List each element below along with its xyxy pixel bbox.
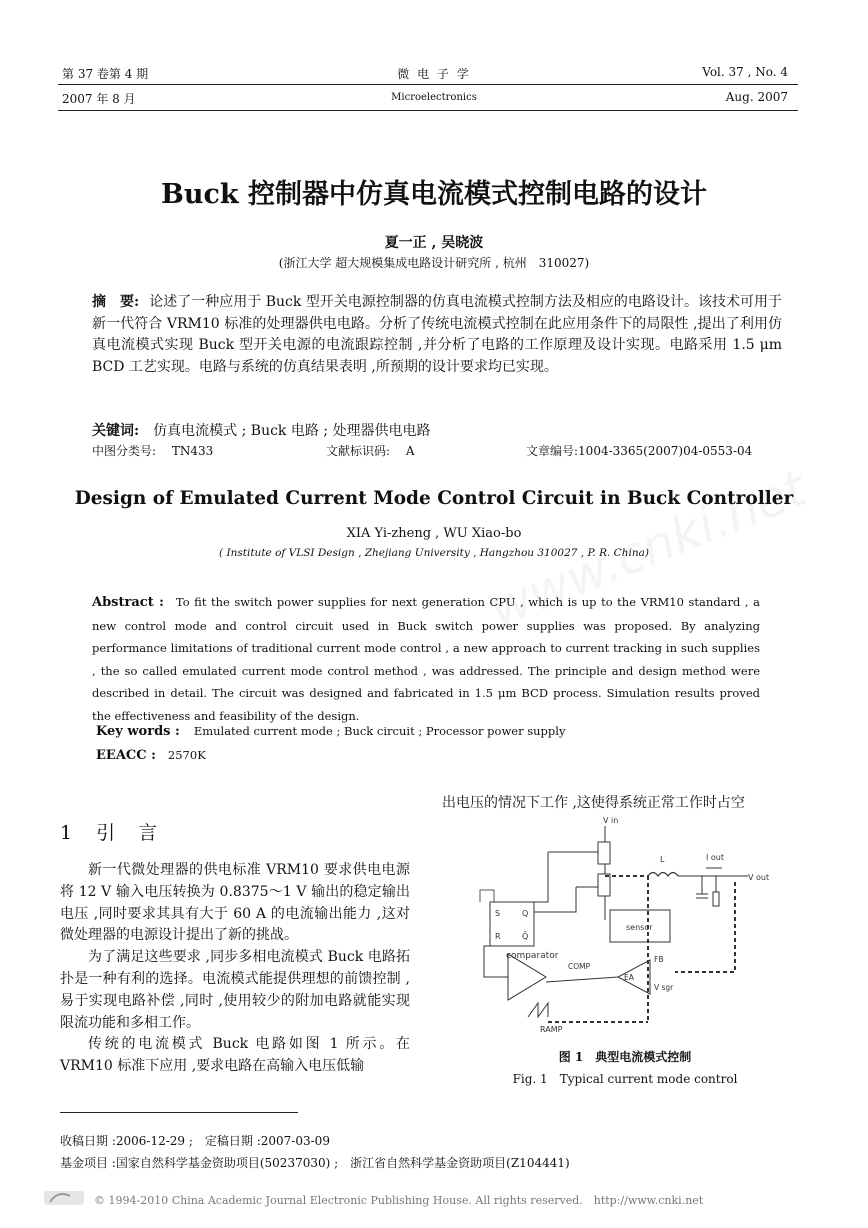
journal-name-en: Microelectronics bbox=[391, 92, 477, 103]
footnote-funding: 基金项目 :国家自然科学基金资助项目(50237030) ; 浙江省自然科学基金资助项目(Z104441) bbox=[60, 1156, 570, 1170]
keywords-cn bbox=[92, 420, 431, 440]
label-fb: FB bbox=[654, 955, 664, 964]
paragraph: 传统的电流模式 Buck 电路如图 1 所示。在 VRM10 标准下应用 ,要求电路在高输入电压低输 bbox=[60, 1036, 410, 1075]
wire bbox=[490, 852, 548, 902]
keywords-cn-text: 仿真电流模式 ; Buck 电路 ; 处理器供电电路 bbox=[153, 423, 431, 439]
eeacc-label: EEACC : bbox=[96, 748, 156, 763]
abstract-en-text: To fit the switch power supplies for next generation CPU , which is up to the VRM10 standard , a new control mode and control circuit used in Buck switch power supplies was proposed. By analyzing performance limitations of traditional current mode control , a new approach to current tracking in such supplies , the so called emulated current mode control method , was addressed. The principle and design method were described in detail. The circuit was designed and fabricated in 1.5 μm BCD process. Simulation results proved the effectiveness and feasibility of the design. bbox=[92, 595, 760, 723]
label-qbar: Q̄ bbox=[522, 932, 529, 941]
wire bbox=[484, 946, 508, 977]
label-comp: COMP bbox=[568, 962, 591, 971]
header-divider-top bbox=[58, 84, 798, 85]
date-cn: 2007 年 8 月 bbox=[62, 92, 136, 106]
label-q: Q bbox=[522, 909, 529, 918]
affiliation-cn: (浙江大学 超大规模集成电路设计研究所 , 杭州 310027) bbox=[278, 256, 590, 270]
circuit-diagram bbox=[470, 812, 780, 1040]
load-resistor bbox=[713, 892, 719, 906]
label-r: R bbox=[495, 932, 501, 941]
footnote-divider bbox=[60, 1112, 298, 1113]
abstract-cn-text: 论述了一种应用于 Buck 型开关电源控制器的仿真电流模式控制方法及相应的电路设计。该技术可用于新一代符合 VRM10 标准的处理器供电电路。分析了传统电流模式控制在此应用条件下的局限性 ,提出了利用仿真电流模式实现 Buck 型开关电源的电流跟踪控制 ,并分析了电路的工作原理及设计实现。电路采用 1.5 μm BCD 工艺实现。电路与系统的仿真结果表明 ,所预期的设计要求均已实现。 bbox=[92, 294, 782, 375]
authors-en: XIA Yi-zheng , WU Xiao-bo bbox=[346, 526, 522, 541]
error-amplifier bbox=[618, 960, 650, 994]
paper-title-cn: Buck 控制器中仿真电流模式控制电路的设计 bbox=[161, 179, 707, 210]
section-heading bbox=[60, 818, 159, 845]
label-l: L bbox=[660, 855, 665, 864]
abstract-en bbox=[92, 591, 760, 728]
body-text-left-column bbox=[60, 860, 410, 1078]
high-side-mosfet bbox=[598, 842, 610, 864]
inductor bbox=[648, 873, 678, 877]
article-number: 文章编号:1004-3365(2007)04-0553-04 bbox=[526, 444, 753, 458]
header-divider-bottom bbox=[58, 110, 798, 111]
eeacc-code: 2570K bbox=[167, 748, 206, 762]
wire bbox=[546, 977, 618, 982]
figure-1-circuit bbox=[470, 812, 780, 1040]
volume-en: Vol. 37 , No. 4 bbox=[702, 65, 788, 79]
authors-cn: 夏一正 , 吴晓波 bbox=[384, 235, 484, 251]
keywords-en-text: Emulated current mode ; Buck circuit ; Processor power supply bbox=[193, 724, 566, 738]
label-ramp: RAMP bbox=[540, 1025, 563, 1034]
clock-pulse bbox=[480, 890, 494, 902]
date-en: Aug. 2007 bbox=[725, 90, 788, 104]
low-side-mosfet bbox=[598, 874, 610, 896]
feedback-path-dashed bbox=[675, 882, 735, 972]
footnote-dates: 收稿日期 :2006-12-29 ; 定稿日期 :2007-03-09 bbox=[60, 1134, 330, 1148]
figure-caption-cn: 图 1 典型电流模式控制 bbox=[558, 1050, 692, 1064]
clc-number: 中图分类号: TN433 bbox=[92, 444, 214, 458]
label-vin: V in bbox=[603, 816, 619, 825]
journal-name-cn: 微 电 子 学 bbox=[397, 67, 471, 81]
eeacc bbox=[96, 748, 206, 763]
ramp-waveform bbox=[528, 1003, 548, 1017]
label-sensor: sensor bbox=[626, 923, 653, 932]
affiliation-en: ( Institute of VLSI Design , Zhejiang University , Hangzhou 310027 , P. R. China) bbox=[219, 547, 649, 559]
label-vout: V out bbox=[748, 873, 770, 882]
keywords-cn-label: 关键词: bbox=[92, 423, 140, 439]
paper-title-en: Design of Emulated Current Mode Control Circuit in Buck Controller bbox=[74, 488, 794, 509]
section-title: 引 言 bbox=[96, 822, 160, 844]
keywords-en bbox=[96, 724, 565, 739]
abstract-cn-label: 摘 要: bbox=[92, 294, 140, 310]
figure-caption-en: Fig. 1 Typical current mode control bbox=[512, 1072, 738, 1086]
keywords-en-label: Key words : bbox=[96, 724, 180, 739]
paragraph: 新一代微处理器的供电标准 VRM10 要求供电电源将 12 V 输入电压转换为 0.8375～1 V 输出的稳定输出电压 ,同时要求其具有大于 60 A 的电流输出能力 ,这对微处理器的电源设计提出了新的挑战。 bbox=[60, 862, 410, 944]
wire bbox=[534, 887, 576, 912]
issue-number-cn: 第 37 卷第 4 期 bbox=[62, 67, 149, 81]
document-code: 文献标识码: A bbox=[326, 444, 415, 458]
abstract-en-label: Abstract : bbox=[92, 595, 164, 610]
section-number: 1 bbox=[60, 822, 75, 844]
copyright-notice: © 1994-2010 China Academic Journal Electronic Publishing House. All rights reserved. http://www.cnki.net bbox=[94, 1194, 704, 1207]
label-ea: EA bbox=[624, 973, 634, 982]
paragraph: 为了满足这些要求 ,同步多相电流模式 Buck 电路拓扑是一种有利的选择。电流模式能提供理想的前馈控制 ,易于实现电路补偿 ,同时 ,使用较少的附加电路就能实现限流功能和多相工作。 bbox=[60, 949, 410, 1031]
abstract-cn bbox=[92, 292, 782, 378]
label-iout: I out bbox=[706, 853, 725, 862]
label-s: S bbox=[495, 909, 501, 918]
body-text-right-column: 出电压的情况下工作 ,这使得系统正常工作时占空 bbox=[442, 795, 745, 811]
label-comparator: comparator bbox=[506, 951, 559, 961]
label-vsgr: V sgr bbox=[654, 983, 674, 992]
cnki-logo-icon bbox=[44, 1188, 84, 1208]
